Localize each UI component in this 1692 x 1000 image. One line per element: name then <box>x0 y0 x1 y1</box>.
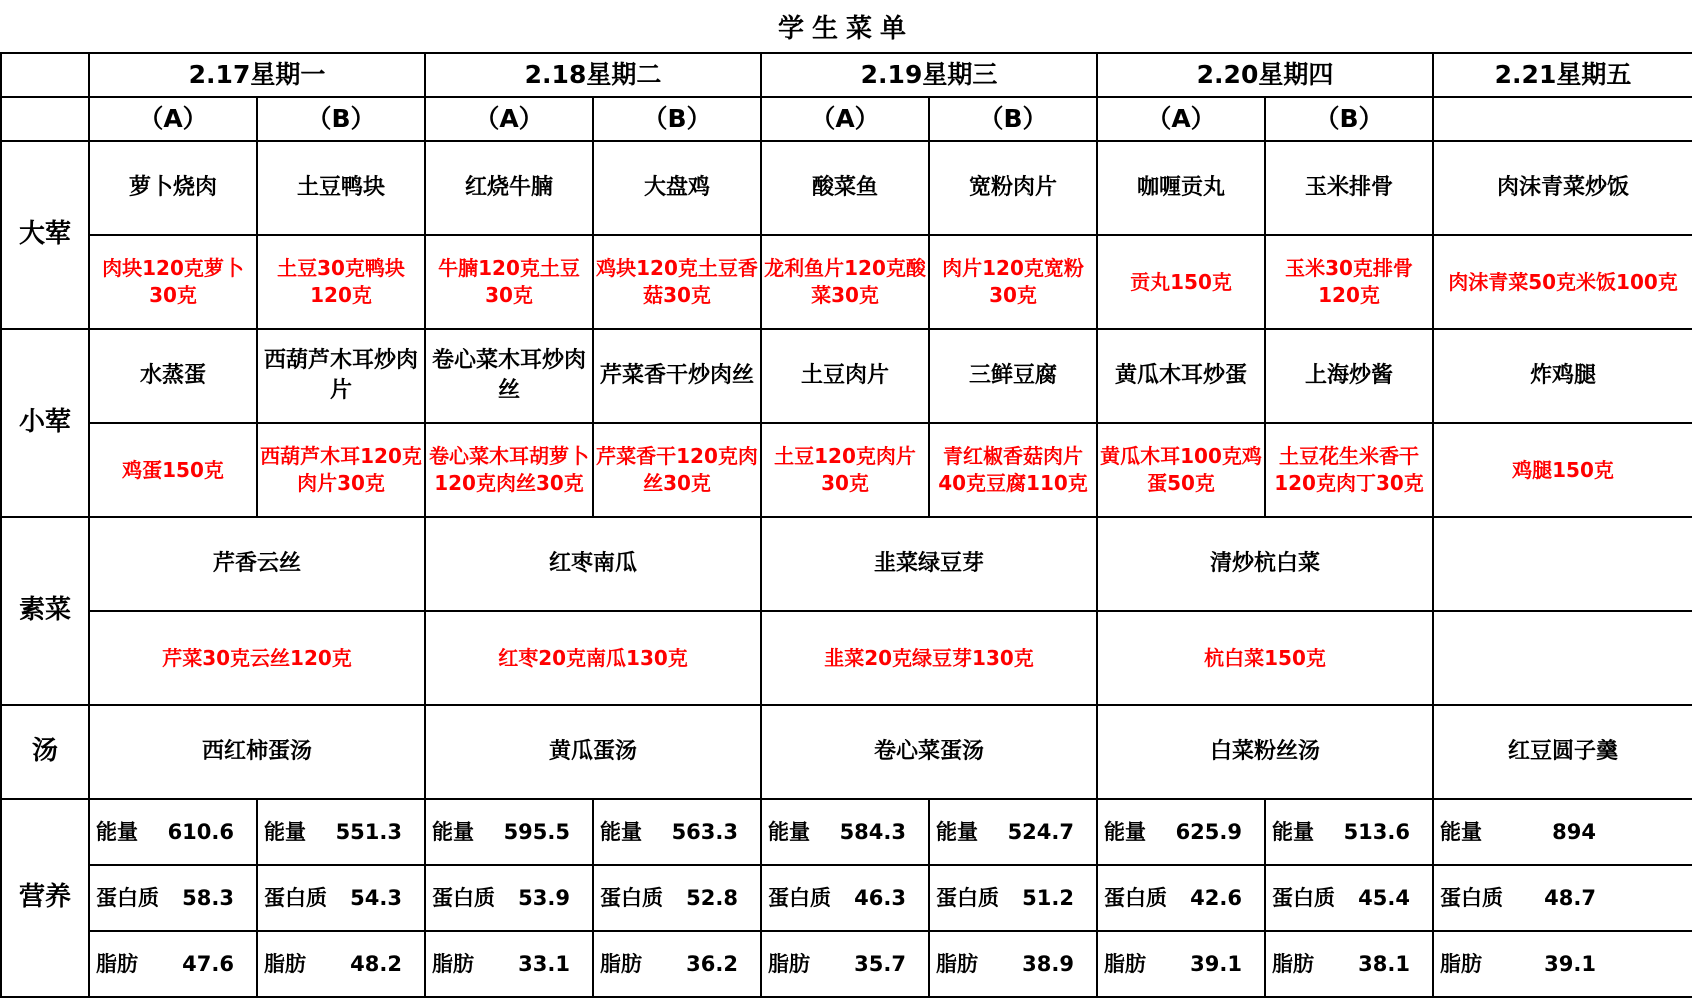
protein-label: 蛋白质 <box>1104 885 1167 910</box>
small-dish-row <box>1 329 1692 423</box>
soup-name: 西红柿蛋汤 <box>89 705 425 799</box>
fat-label: 脂肪 <box>936 951 978 976</box>
day-header: 2.18星期二 <box>425 53 761 97</box>
protein-label: 蛋白质 <box>96 885 159 910</box>
soup-name: 红豆圆子羹 <box>1433 705 1692 799</box>
veg-dish-ingredients: 红枣20克南瓜130克 <box>425 611 761 705</box>
veg-dish-ingredients: 杭白菜150克 <box>1097 611 1433 705</box>
energy-label: 能量 <box>768 819 810 844</box>
veg-dish-row <box>1 517 1692 611</box>
fat-label: 脂肪 <box>1440 951 1482 976</box>
main-dish-name: 土豆鸭块 <box>257 141 425 235</box>
day-header: 2.20星期四 <box>1097 53 1433 97</box>
small-dish-ingredients: 卷心菜木耳胡萝卜120克肉丝30克 <box>425 423 593 517</box>
protein-value: 53.9 <box>518 885 570 910</box>
fat-label: 脂肪 <box>264 951 306 976</box>
nutrition-protein-row <box>1 865 1692 931</box>
energy-label: 能量 <box>936 819 978 844</box>
category-main: 大荤 <box>1 141 89 329</box>
main-ingredient-row <box>1 235 1692 329</box>
small-ingredient-row <box>1 423 1692 517</box>
energy-value: 551.3 <box>335 819 402 844</box>
fat-value: 38.9 <box>1022 951 1074 976</box>
veg-dish-name: 芹香云丝 <box>89 517 425 611</box>
soup-name: 卷心菜蛋汤 <box>761 705 1097 799</box>
protein-value: 51.2 <box>1022 885 1074 910</box>
fat-value: 39.1 <box>1544 951 1596 976</box>
protein-value: 58.3 <box>182 885 234 910</box>
protein-value: 42.6 <box>1190 885 1242 910</box>
category-soup: 汤 <box>1 705 89 799</box>
small-dish-ingredients: 鸡蛋150克 <box>89 423 257 517</box>
protein-value: 54.3 <box>350 885 402 910</box>
small-dish-name: 水蒸蛋 <box>89 329 257 423</box>
veg-dish-name: 清炒杭白菜 <box>1097 517 1433 611</box>
main-dish-name: 酸菜鱼 <box>761 141 929 235</box>
protein-label: 蛋白质 <box>936 885 999 910</box>
small-dish-ingredients: 土豆120克肉片30克 <box>761 423 929 517</box>
energy-value: 625.9 <box>1175 819 1242 844</box>
fat-value: 48.2 <box>350 951 402 976</box>
fat-label: 脂肪 <box>96 951 138 976</box>
fat-value: 39.1 <box>1190 951 1242 976</box>
option-empty-cell <box>1433 97 1692 141</box>
veg-dish-name: 红枣南瓜 <box>425 517 761 611</box>
small-dish-ingredients: 青红椒香菇肉片40克豆腐110克 <box>929 423 1097 517</box>
option-a-label: （A） <box>425 97 593 141</box>
small-dish-ingredients: 黄瓜木耳100克鸡蛋50克 <box>1097 423 1265 517</box>
energy-value: 595.5 <box>503 819 570 844</box>
main-dish-ingredients: 牛腩120克土豆30克 <box>425 235 593 329</box>
main-dish-name: 萝卜烧肉 <box>89 141 257 235</box>
category-veg: 素菜 <box>1 517 89 705</box>
fat-value: 35.7 <box>854 951 906 976</box>
energy-label: 能量 <box>600 819 642 844</box>
energy-label: 能量 <box>1104 819 1146 844</box>
main-dish-row <box>1 141 1692 235</box>
option-b-label: （B） <box>257 97 425 141</box>
fat-value: 38.1 <box>1358 951 1410 976</box>
energy-value: 610.6 <box>167 819 234 844</box>
option-b-label: （B） <box>1265 97 1433 141</box>
main-dish-ingredients: 肉块120克萝卜30克 <box>89 235 257 329</box>
day-header-row <box>1 53 1692 97</box>
nutrition-energy-row <box>1 799 1692 865</box>
main-dish-ingredients: 肉沫青菜50克米饭100克 <box>1433 235 1692 329</box>
energy-value: 584.3 <box>839 819 906 844</box>
small-dish-name: 卷心菜木耳炒肉丝 <box>425 329 593 423</box>
small-dish-name: 黄瓜木耳炒蛋 <box>1097 329 1265 423</box>
day-header: 2.19星期三 <box>761 53 1097 97</box>
protein-value: 48.7 <box>1544 885 1596 910</box>
small-dish-ingredients: 鸡腿150克 <box>1433 423 1692 517</box>
fat-label: 脂肪 <box>432 951 474 976</box>
category-small: 小荤 <box>1 329 89 517</box>
small-dish-name: 土豆肉片 <box>761 329 929 423</box>
small-dish-ingredients: 土豆花生米香干120克肉丁30克 <box>1265 423 1433 517</box>
main-dish-name: 大盘鸡 <box>593 141 761 235</box>
protein-value: 45.4 <box>1358 885 1410 910</box>
small-dish-name: 三鲜豆腐 <box>929 329 1097 423</box>
menu-table <box>0 52 1692 998</box>
main-dish-ingredients: 龙利鱼片120克酸菜30克 <box>761 235 929 329</box>
corner-cell <box>1 97 89 141</box>
energy-label: 能量 <box>264 819 306 844</box>
energy-label: 能量 <box>1272 819 1314 844</box>
energy-value: 513.6 <box>1343 819 1410 844</box>
nutrition-fat-row <box>1 931 1692 997</box>
protein-label: 蛋白质 <box>600 885 663 910</box>
small-dish-name: 上海炒酱 <box>1265 329 1433 423</box>
main-dish-name: 肉沫青菜炒饭 <box>1433 141 1692 235</box>
main-dish-ingredients: 鸡块120克土豆香菇30克 <box>593 235 761 329</box>
option-b-label: （B） <box>929 97 1097 141</box>
small-dish-ingredients: 芹菜香干120克肉丝30克 <box>593 423 761 517</box>
energy-value: 894 <box>1552 819 1596 844</box>
page-title: 学生菜单 <box>777 13 914 44</box>
soup-row <box>1 705 1692 799</box>
veg-ingredient-row <box>1 611 1692 705</box>
category-nutrition: 营养 <box>1 799 89 997</box>
protein-label: 蛋白质 <box>768 885 831 910</box>
fat-value: 33.1 <box>518 951 570 976</box>
main-dish-name: 红烧牛腩 <box>425 141 593 235</box>
day-header: 2.17星期一 <box>89 53 425 97</box>
fat-label: 脂肪 <box>768 951 810 976</box>
veg-dish-name: 韭菜绿豆芽 <box>761 517 1097 611</box>
soup-name: 白菜粉丝汤 <box>1097 705 1433 799</box>
veg-dish-ingredients: 芹菜30克云丝120克 <box>89 611 425 705</box>
option-b-label: （B） <box>593 97 761 141</box>
main-dish-ingredients: 土豆30克鸭块120克 <box>257 235 425 329</box>
veg-dish-ingredients: 韭菜20克绿豆芽130克 <box>761 611 1097 705</box>
small-dish-name: 西葫芦木耳炒肉片 <box>257 329 425 423</box>
fat-value: 36.2 <box>686 951 738 976</box>
option-row <box>1 97 1692 141</box>
main-dish-ingredients: 贡丸150克 <box>1097 235 1265 329</box>
energy-value: 563.3 <box>671 819 738 844</box>
main-dish-ingredients: 肉片120克宽粉30克 <box>929 235 1097 329</box>
energy-label: 能量 <box>96 819 138 844</box>
veg-dish-ingredients <box>1433 611 1692 705</box>
main-dish-name: 玉米排骨 <box>1265 141 1433 235</box>
fat-label: 脂肪 <box>1104 951 1146 976</box>
option-a-label: （A） <box>89 97 257 141</box>
protein-label: 蛋白质 <box>1440 885 1503 910</box>
option-a-label: （A） <box>761 97 929 141</box>
protein-value: 46.3 <box>854 885 906 910</box>
small-dish-ingredients: 西葫芦木耳120克肉片30克 <box>257 423 425 517</box>
energy-label: 能量 <box>1440 819 1482 844</box>
fat-value: 47.6 <box>182 951 234 976</box>
protein-label: 蛋白质 <box>1272 885 1335 910</box>
small-dish-name: 芹菜香干炒肉丝 <box>593 329 761 423</box>
main-dish-name: 宽粉肉片 <box>929 141 1097 235</box>
main-dish-ingredients: 玉米30克排骨120克 <box>1265 235 1433 329</box>
protein-label: 蛋白质 <box>432 885 495 910</box>
energy-value: 524.7 <box>1007 819 1074 844</box>
veg-dish-name <box>1433 517 1692 611</box>
protein-value: 52.8 <box>686 885 738 910</box>
protein-label: 蛋白质 <box>264 885 327 910</box>
fat-label: 脂肪 <box>1272 951 1314 976</box>
energy-label: 能量 <box>432 819 474 844</box>
corner-cell <box>1 53 89 97</box>
day-header: 2.21星期五 <box>1433 53 1692 97</box>
fat-label: 脂肪 <box>600 951 642 976</box>
option-a-label: （A） <box>1097 97 1265 141</box>
small-dish-name: 炸鸡腿 <box>1433 329 1692 423</box>
soup-name: 黄瓜蛋汤 <box>425 705 761 799</box>
main-dish-name: 咖喱贡丸 <box>1097 141 1265 235</box>
